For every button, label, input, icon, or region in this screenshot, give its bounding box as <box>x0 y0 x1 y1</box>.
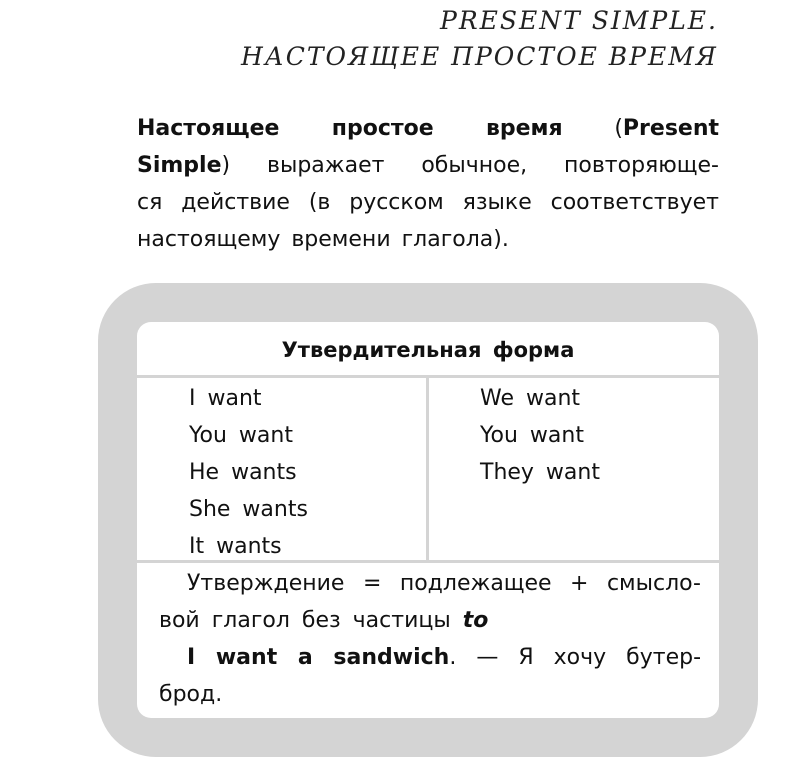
table-divider-bottom <box>137 560 719 563</box>
singular-column <box>189 380 308 565</box>
example-english: I want a sandwich <box>187 645 450 670</box>
plural-form: We want <box>480 386 581 411</box>
intro-line-1 <box>137 110 719 147</box>
singular-form: She wants <box>189 497 308 522</box>
conjugation-table <box>137 322 719 718</box>
intro-text-after-term: ) выражает обычное, повторяюще- <box>221 153 719 178</box>
rule-line-2-text: вой глагол без частицы <box>159 608 451 633</box>
intro-term-en-2: Simple <box>137 153 222 178</box>
plural-form: You want <box>480 423 584 448</box>
intro-line-2 <box>137 147 719 184</box>
table-title: Утвердительная форма <box>281 338 575 362</box>
rule-text <box>159 565 701 713</box>
example-line <box>159 639 701 676</box>
table-divider-vertical <box>426 378 429 560</box>
intro-open-paren: ( <box>614 116 623 141</box>
rule-line-1: Утверждение = подлежащее + смыслo- <box>187 571 701 596</box>
plural-form: They want <box>480 460 600 485</box>
rule-particle: to <box>462 608 489 633</box>
plural-column <box>480 380 600 491</box>
section-title-english: PRESENT SIMPLE. <box>440 6 718 35</box>
intro-line-3: ся действие (в русском языке соответствует <box>137 190 719 215</box>
singular-form: I want <box>189 386 262 411</box>
intro-term-en-1: Present <box>622 116 720 141</box>
rule-line-2 <box>159 602 701 639</box>
intro-paragraph <box>137 110 719 258</box>
example-line-end: брод. <box>159 682 223 707</box>
singular-form: He wants <box>189 460 297 485</box>
section-title-russian: НАСТОЯЩЕЕ ПРОСТОЕ ВРЕМЯ <box>240 42 718 71</box>
intro-term-ru: Настоящее простое время <box>137 116 563 141</box>
singular-form: It wants <box>189 534 282 559</box>
example-translation: . — Я хочу бутер- <box>449 645 702 670</box>
intro-line-4: настоящему времени глагола). <box>137 227 509 252</box>
singular-form: You want <box>189 423 293 448</box>
